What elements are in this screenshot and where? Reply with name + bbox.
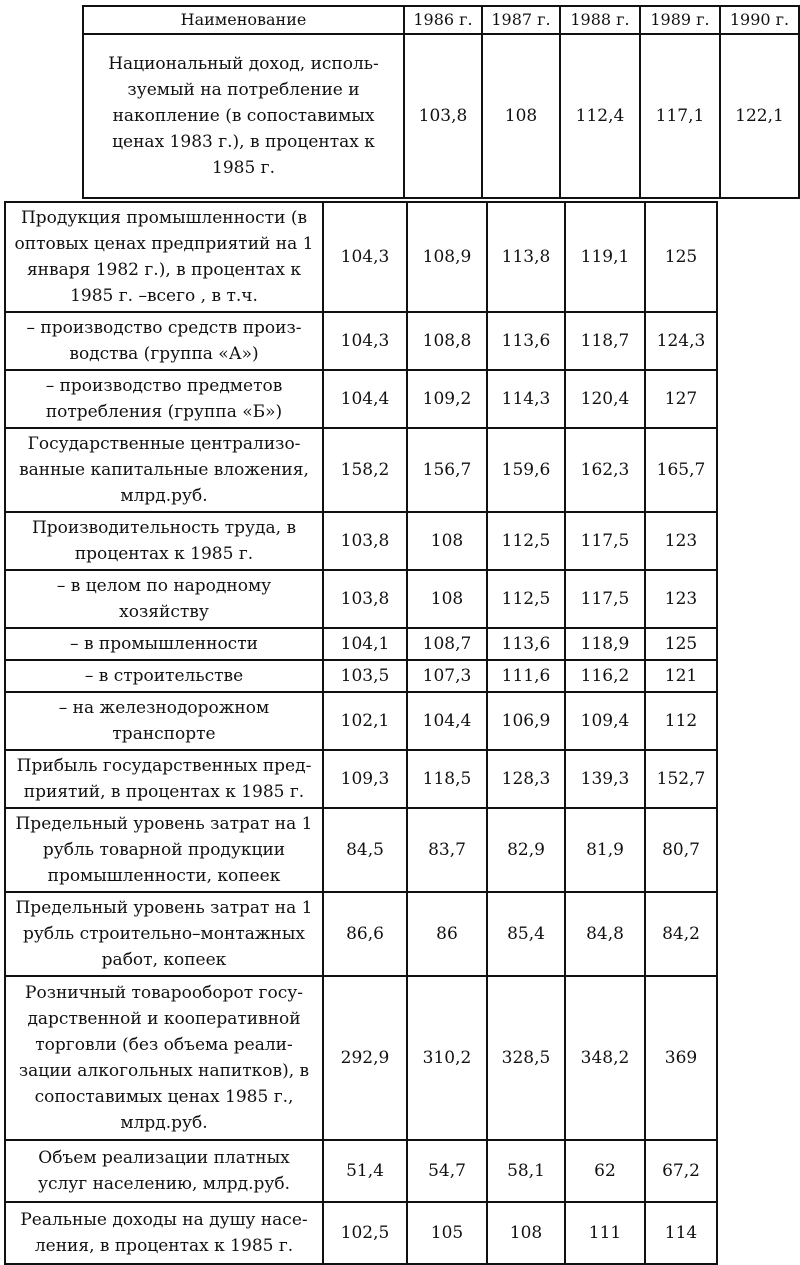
row-name: Реальные доходы на душу насе-ления, в процентах к 1985 г. bbox=[5, 1202, 323, 1264]
row-name: Государственные централизо-ванные капитальные вложения, млрд.руб. bbox=[5, 428, 323, 512]
row-value: 114 bbox=[645, 1202, 717, 1264]
row-value: 108,8 bbox=[407, 312, 487, 370]
plan-indicators-table-main bbox=[4, 201, 718, 1265]
row-value: 108 bbox=[487, 1202, 565, 1264]
table-row bbox=[5, 1202, 717, 1264]
row-value: 84,2 bbox=[645, 892, 717, 976]
row-name: Розничный товарооборот госу-дарственной и кооперативной торговли (без объема реали-зации алкогольных напитков), в сопоставимых ценах 1985 г., млрд.руб. bbox=[5, 976, 323, 1140]
row-value: 123 bbox=[645, 570, 717, 628]
row-value: 112,4 bbox=[560, 34, 640, 198]
row-value: 81,9 bbox=[565, 808, 645, 892]
row-value: 122,1 bbox=[720, 34, 799, 198]
row-value: 118,7 bbox=[565, 312, 645, 370]
row-value: 120,4 bbox=[565, 370, 645, 428]
table-header-row bbox=[83, 6, 799, 34]
header-year: 1986 г. bbox=[404, 6, 482, 34]
row-name: Продукция промышленности (в оптовых ценах предприятий на 1 января 1982 г.), в процентах к 1985 г. –всего , в т.ч. bbox=[5, 202, 323, 312]
row-name: – производство средств произ-водства (группа «А») bbox=[5, 312, 323, 370]
row-value: 152,7 bbox=[645, 750, 717, 808]
row-value: 113,8 bbox=[487, 202, 565, 312]
row-value: 80,7 bbox=[645, 808, 717, 892]
row-name: – производство предметов потребления (группа «Б») bbox=[5, 370, 323, 428]
table-row bbox=[5, 370, 717, 428]
table-row bbox=[83, 34, 799, 198]
row-value: 104,1 bbox=[323, 628, 407, 660]
row-value: 123 bbox=[645, 512, 717, 570]
row-value: 112,5 bbox=[487, 570, 565, 628]
row-value: 112,5 bbox=[487, 512, 565, 570]
row-value: 111 bbox=[565, 1202, 645, 1264]
header-year: 1987 г. bbox=[482, 6, 560, 34]
header-name: Наименование bbox=[83, 6, 404, 34]
table-row bbox=[5, 892, 717, 976]
row-value: 117,5 bbox=[565, 570, 645, 628]
row-value: 104,3 bbox=[323, 312, 407, 370]
row-value: 111,6 bbox=[487, 660, 565, 692]
row-value: 310,2 bbox=[407, 976, 487, 1140]
table-row bbox=[5, 660, 717, 692]
row-value: 82,9 bbox=[487, 808, 565, 892]
row-value: 67,2 bbox=[645, 1140, 717, 1202]
header-year: 1988 г. bbox=[560, 6, 640, 34]
table-row bbox=[5, 570, 717, 628]
row-value: 102,5 bbox=[323, 1202, 407, 1264]
row-value: 369 bbox=[645, 976, 717, 1140]
row-value: 84,8 bbox=[565, 892, 645, 976]
row-value: 112 bbox=[645, 692, 717, 750]
row-value: 84,5 bbox=[323, 808, 407, 892]
row-name: – в строительстве bbox=[5, 660, 323, 692]
row-value: 86 bbox=[407, 892, 487, 976]
row-value: 125 bbox=[645, 202, 717, 312]
row-value: 116,2 bbox=[565, 660, 645, 692]
row-value: 108,7 bbox=[407, 628, 487, 660]
row-value: 108 bbox=[407, 512, 487, 570]
row-value: 127 bbox=[645, 370, 717, 428]
row-value: 119,1 bbox=[565, 202, 645, 312]
table-row bbox=[5, 976, 717, 1140]
row-name: Прибыль государственных пред-приятий, в процентах к 1985 г. bbox=[5, 750, 323, 808]
row-value: 54,7 bbox=[407, 1140, 487, 1202]
row-value: 348,2 bbox=[565, 976, 645, 1140]
row-value: 139,3 bbox=[565, 750, 645, 808]
header-year: 1990 г. bbox=[720, 6, 799, 34]
row-value: 158,2 bbox=[323, 428, 407, 512]
row-value: 117,1 bbox=[640, 34, 720, 198]
row-value: 156,7 bbox=[407, 428, 487, 512]
row-value: 103,5 bbox=[323, 660, 407, 692]
row-name: Национальный доход, исполь-зуемый на потребление и накопление (в сопоставимых ценах 1983 г.), в процентах к 1985 г. bbox=[83, 34, 404, 198]
row-value: 113,6 bbox=[487, 628, 565, 660]
row-value: 85,4 bbox=[487, 892, 565, 976]
table-row bbox=[5, 692, 717, 750]
row-value: 106,9 bbox=[487, 692, 565, 750]
table-row bbox=[5, 628, 717, 660]
row-value: 109,2 bbox=[407, 370, 487, 428]
row-name: – на железнодорожном транспорте bbox=[5, 692, 323, 750]
row-value: 159,6 bbox=[487, 428, 565, 512]
row-value: 107,3 bbox=[407, 660, 487, 692]
row-value: 103,8 bbox=[323, 570, 407, 628]
table-row bbox=[5, 428, 717, 512]
row-value: 162,3 bbox=[565, 428, 645, 512]
row-value: 118,5 bbox=[407, 750, 487, 808]
table-row bbox=[5, 1140, 717, 1202]
row-value: 118,9 bbox=[565, 628, 645, 660]
row-value: 109,4 bbox=[565, 692, 645, 750]
row-value: 83,7 bbox=[407, 808, 487, 892]
table-row bbox=[5, 312, 717, 370]
row-value: 108 bbox=[482, 34, 560, 198]
row-value: 128,3 bbox=[487, 750, 565, 808]
row-value: 328,5 bbox=[487, 976, 565, 1140]
row-value: 51,4 bbox=[323, 1140, 407, 1202]
row-value: 165,7 bbox=[645, 428, 717, 512]
row-value: 109,3 bbox=[323, 750, 407, 808]
row-value: 105 bbox=[407, 1202, 487, 1264]
row-value: 125 bbox=[645, 628, 717, 660]
row-name: – в промышленности bbox=[5, 628, 323, 660]
table-row bbox=[5, 202, 717, 312]
row-value: 124,3 bbox=[645, 312, 717, 370]
row-value: 103,8 bbox=[323, 512, 407, 570]
row-value: 292,9 bbox=[323, 976, 407, 1140]
row-value: 58,1 bbox=[487, 1140, 565, 1202]
header-year: 1989 г. bbox=[640, 6, 720, 34]
row-value: 121 bbox=[645, 660, 717, 692]
table-row bbox=[5, 750, 717, 808]
row-value: 62 bbox=[565, 1140, 645, 1202]
row-value: 113,6 bbox=[487, 312, 565, 370]
row-name: Предельный уровень затрат на 1 рубль строительно–монтажных работ, копеек bbox=[5, 892, 323, 976]
plan-indicators-table-top bbox=[82, 5, 800, 199]
row-name: Объем реализации платных услуг населению, млрд.руб. bbox=[5, 1140, 323, 1202]
row-value: 108,9 bbox=[407, 202, 487, 312]
row-value: 103,8 bbox=[404, 34, 482, 198]
row-value: 117,5 bbox=[565, 512, 645, 570]
table-row bbox=[5, 512, 717, 570]
table-row bbox=[5, 808, 717, 892]
row-value: 104,4 bbox=[407, 692, 487, 750]
row-value: 108 bbox=[407, 570, 487, 628]
row-value: 86,6 bbox=[323, 892, 407, 976]
row-value: 102,1 bbox=[323, 692, 407, 750]
row-value: 104,4 bbox=[323, 370, 407, 428]
row-value: 104,3 bbox=[323, 202, 407, 312]
row-value: 114,3 bbox=[487, 370, 565, 428]
row-name: Предельный уровень затрат на 1 рубль товарной продукции промышленности, копеек bbox=[5, 808, 323, 892]
row-name: – в целом по народному хозяйству bbox=[5, 570, 323, 628]
row-name: Производительность труда, в процентах к 1985 г. bbox=[5, 512, 323, 570]
